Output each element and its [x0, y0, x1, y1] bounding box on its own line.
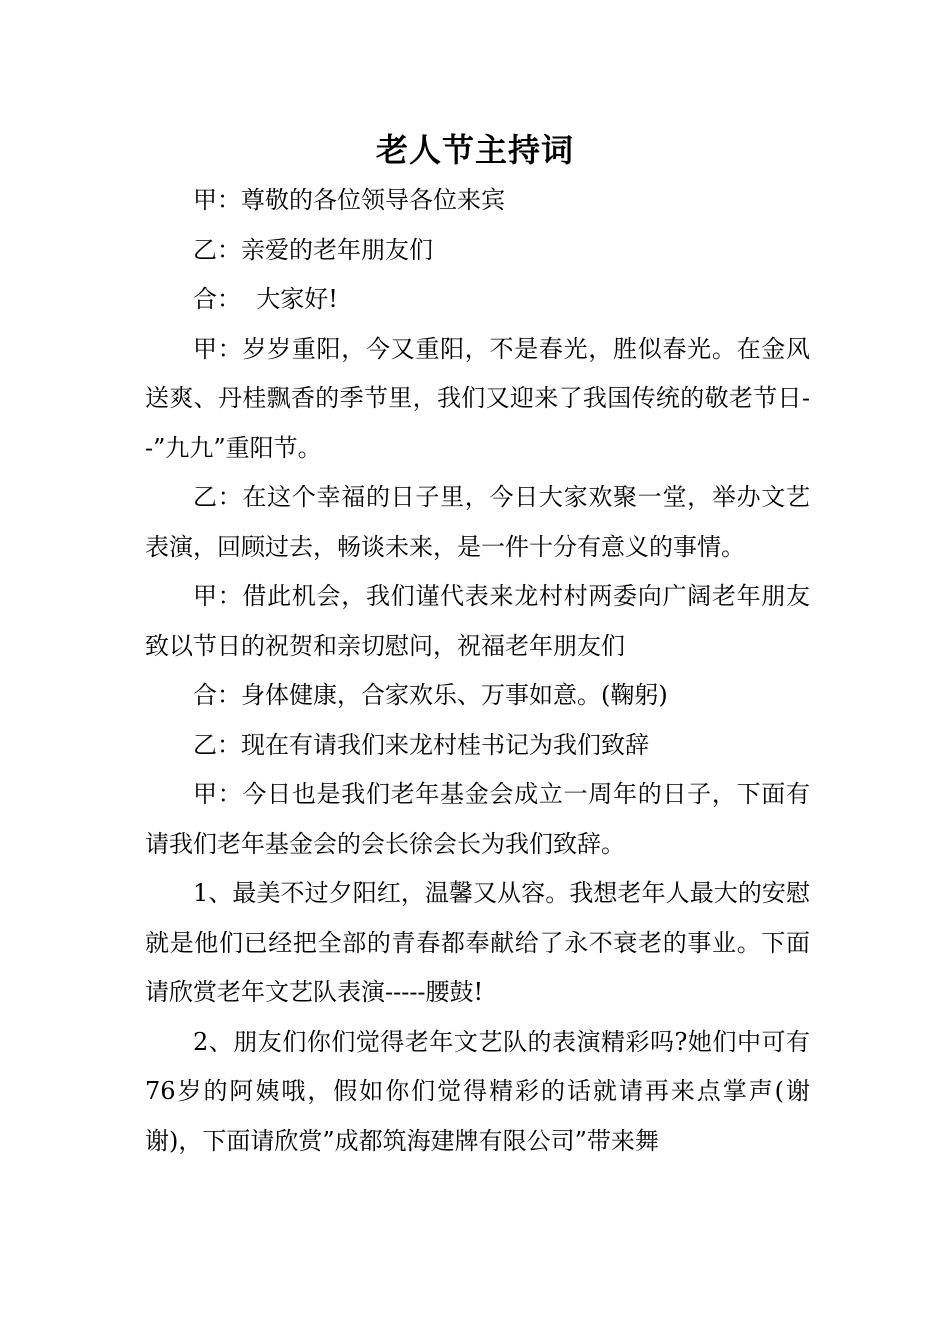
paragraph-11: 2、朋友们你们觉得老年文艺队的表演精彩吗?她们中可有76岁的阿姨哦，假如你们觉得精彩的话就请再来点掌声(谢谢)，下面请欣赏”成都筑海建牌有限公司”带来舞 — [145, 1027, 810, 1155]
paragraph-5: 乙：在这个幸福的日子里，今日大家欢聚一堂，举办文艺表演，回顾过去，畅谈未来，是一件十分有意义的事情。 — [145, 483, 810, 561]
paragraph-1: 甲：尊敬的各位领导各位来宾 — [193, 186, 505, 214]
paragraph-10: 1、最美不过夕阳红，温馨又从容。我想老年人最大的安慰就是他们已经把全部的青春都奉献给了永不衰老的事业。下面请欣赏老年文艺队表演-----腰鼓! — [145, 879, 810, 1006]
paragraph-8: 乙：现在有请我们来龙村桂书记为我们致辞 — [193, 730, 649, 759]
document-title: 老人节主持词 — [375, 131, 574, 169]
paragraph-2: 乙：亲爱的老年朋友们 — [193, 235, 433, 264]
paragraph-4: 甲：岁岁重阳，今又重阳，不是春光，胜似春光。在金风送爽、丹桂飘香的季节里，我们又迎来了我国传统的敬老节日--”九九”重阳节。 — [145, 334, 810, 462]
paragraph-3: 合： 大家好! — [193, 285, 338, 313]
document-body — [145, 176, 810, 1166]
paragraph-6: 甲：借此机会，我们谨代表来龙村村两委向广阔老年朋友致以节日的祝贺和亲切慰问，祝福老年朋友们 — [145, 582, 810, 660]
paragraph-9: 甲：今日也是我们老年基金会成立一周年的日子，下面有请我们老年基金会的会长徐会长为我们致辞。 — [145, 780, 810, 858]
paragraph-7: 合：身体健康，合家欢乐、万事如意。(鞠躬) — [193, 681, 668, 709]
